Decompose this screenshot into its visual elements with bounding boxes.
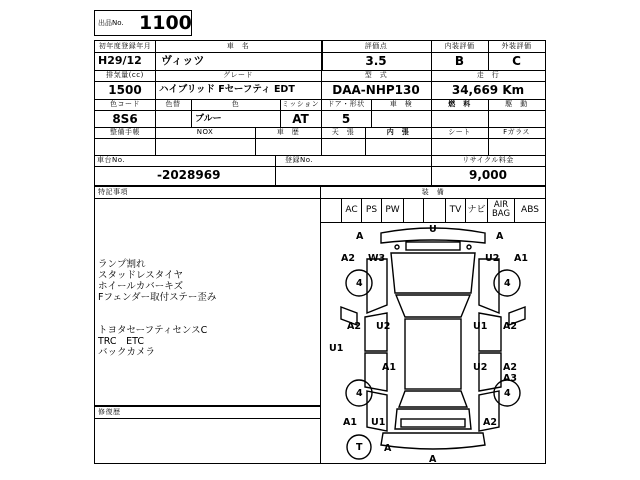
damage-mark: A [429, 454, 437, 465]
interior-grade-value: B [454, 54, 465, 68]
damage-mark: U1 [371, 417, 386, 428]
label-grade: グレード [223, 71, 253, 79]
damage-mark: U2 [473, 362, 488, 373]
damage-mark: U2 [376, 321, 391, 332]
damage-mark: U1 [473, 321, 488, 332]
equipment-abs: ABS [521, 204, 539, 215]
label-interior-grade: 内装評価 [444, 42, 475, 50]
displacement-value: 1500 [108, 83, 142, 97]
damage-mark: 4 [356, 278, 363, 289]
label-transmission: ミッション [281, 100, 320, 108]
label-score: 評価点 [364, 42, 388, 50]
damage-mark: A [496, 231, 504, 242]
equipment-blank-1 [404, 198, 424, 222]
color-value: ブルー [195, 114, 222, 124]
chassis-number-value: -2028969 [157, 168, 221, 182]
remarks-line: ランプ割れ [98, 259, 146, 270]
label-nox: NOX [196, 128, 214, 136]
car-name-value: ヴィッツ [161, 54, 205, 67]
label-first-registration: 初年度登録年月 [98, 42, 152, 50]
equipment-blank-2 [424, 198, 446, 222]
damage-mark: 4 [504, 278, 511, 289]
doors-value: 5 [341, 112, 351, 126]
first-registration-value: H29/12 [98, 54, 142, 67]
damage-mark: A [384, 443, 392, 454]
equipment-ps: PS [362, 198, 382, 222]
damage-mark: A2 [347, 321, 361, 332]
remarks-line: ホイールカバーキズ [98, 281, 184, 292]
damage-mark: T [356, 442, 363, 453]
equipment-ac: AC [341, 198, 362, 222]
damage-mark: 4 [356, 388, 363, 399]
label-color: 色 [231, 100, 240, 108]
label-vehicle-history: 車 歴 [276, 128, 300, 136]
damage-mark: A [356, 231, 364, 242]
exterior-grade-value: C [512, 54, 521, 68]
damage-mark: A1 [514, 253, 528, 264]
label-displacement: 排気量(cc) [106, 71, 144, 79]
equipment-pw: PW [382, 198, 404, 222]
damage-mark: A3 [503, 373, 517, 384]
label-roof-lining: 天 張 [331, 128, 355, 136]
lot-number-box [94, 10, 192, 36]
remarks-line: トヨタセーフティセンスC [98, 325, 208, 336]
recycle-fee-value: 9,000 [469, 168, 507, 182]
label-color-swap: 色替 [165, 100, 181, 108]
vehicle-info-table [94, 40, 546, 186]
damage-mark: A2 [503, 321, 517, 332]
lot-number-label: 出品No. [98, 19, 124, 27]
damage-mark: A1 [343, 417, 357, 428]
damage-mark: U1 [329, 343, 344, 354]
equipment-tv: TV [446, 198, 466, 222]
label-drive: 駆 動 [505, 100, 528, 108]
label-car-inspection: 車 検 [389, 100, 413, 108]
label-fuel: 燃 料 [448, 100, 471, 108]
label-repair-history: 修復歴 [98, 408, 121, 416]
label-remarks: 特記事項 [98, 188, 128, 196]
grade-value: ハイブリッド Fセーフティ EDT [159, 84, 295, 95]
score-value: 3.5 [365, 54, 387, 68]
model-value: DAA-NHP130 [332, 83, 420, 97]
remarks-line: TRC ETC [98, 336, 144, 347]
damage-mark: A2 [341, 253, 355, 264]
mileage-value: 34,669 Km [451, 83, 525, 97]
label-recycle-fee: リサイクル料金 [462, 156, 514, 164]
lot-number: 1100 [139, 12, 192, 34]
damage-mark: W3 [368, 253, 386, 264]
label-front-glass: Fガラス [503, 128, 530, 136]
equipment-navi: ナビ [466, 198, 488, 222]
remarks-box [94, 186, 321, 406]
label-chassis-number: 車台No. [97, 156, 126, 164]
label-mileage: 走 行 [476, 71, 500, 79]
damage-mark: U [429, 224, 437, 235]
equipment-airbag: AIR BAG [488, 198, 515, 222]
damage-mark: A2 [503, 362, 517, 373]
label-model: 型 式 [364, 71, 388, 79]
color-code-value: 8S6 [112, 112, 138, 126]
label-interior-lining: 内 張 [386, 128, 410, 136]
remarks-line: バックカメラ [98, 347, 156, 358]
label-maintenance-record: 整備手帳 [110, 128, 140, 136]
remarks-line: Fフェンダー取付ステー歪み [98, 292, 217, 303]
label-color-code: 色コード [110, 100, 140, 108]
damage-mark: 4 [504, 388, 511, 399]
label-equipment: 装 備 [421, 188, 445, 196]
repair-history-box [94, 406, 321, 464]
label-seat: シート [448, 128, 471, 136]
equipment-diagram-box [320, 186, 546, 464]
damage-mark: A1 [382, 362, 396, 373]
damage-mark: A2 [483, 417, 497, 428]
damage-mark: U2 [485, 253, 500, 264]
label-registration-number: 登録No. [285, 156, 314, 164]
label-exterior-grade: 外装評価 [501, 42, 532, 50]
label-car-name: 車 名 [226, 42, 250, 50]
remarks-line: スタッドレスタイヤ [98, 270, 184, 281]
label-doors: ドア・形状 [327, 100, 365, 108]
transmission-value: AT [292, 112, 309, 126]
